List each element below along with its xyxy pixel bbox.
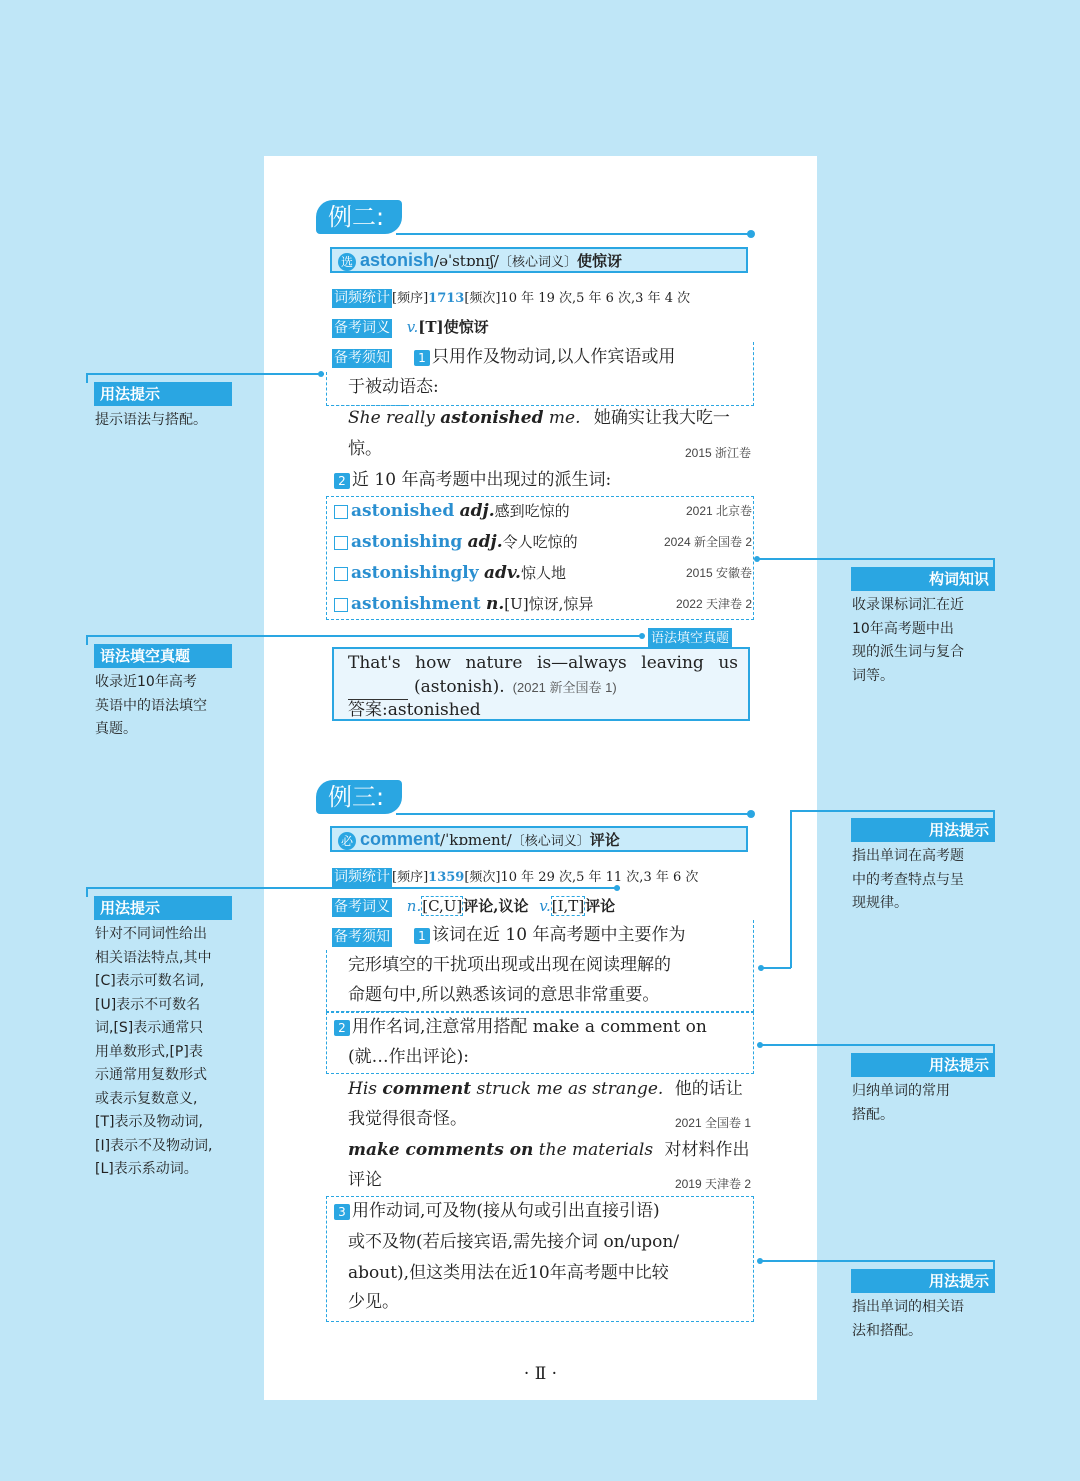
note1-line1 [414,342,675,373]
connector-line [760,1260,994,1262]
derivative-pos: n. [485,594,505,614]
example3-frequency-row [332,865,698,889]
annotation-title: 语法填空真题 [94,644,232,668]
sentence-translation-cont: 我觉得很奇怪。 [348,1109,467,1129]
connector-line [86,635,88,645]
annotation-text: 收录课标词汇在近 [852,597,964,613]
annotation-text: 示通常用复数形式 [95,1067,207,1083]
derivative-item [334,529,752,556]
pos: n. [406,897,422,915]
grammar-quiz-box [332,647,750,721]
note1-line2: 于被动语态: [348,377,439,397]
divider-dot [747,810,755,818]
connector-line [86,373,324,375]
connector-line [86,373,88,383]
note-text: 该词在近 10 年高考题中主要作为 [432,925,686,945]
book-page [264,156,817,1400]
source-label: 2015 浙江卷 [684,446,751,460]
annotation-text: 搭配。 [852,1106,894,1123]
note-tag: 备考须知 [334,929,390,945]
example2-word-box [330,247,748,273]
note-text: 近 10 年高考题中出现过的派生词: [352,470,612,490]
annotation-text: 现规律。 [852,895,908,911]
note2-line2: (就…作出评论): [348,1047,469,1067]
derivative-word: astonished [351,501,455,521]
sentence-part: struck me as strange. [471,1079,664,1099]
sentence-part: me. [543,408,581,428]
note-number: 2 [334,473,350,489]
sentence-translation-cont: 评论 [348,1170,382,1190]
note-text: 用作动词,可及物(接从句或引出直接引语) [352,1201,660,1221]
derivative-source: 2021 北京卷 [685,504,752,518]
checkbox-icon [334,505,348,519]
annotation-text: 真题。 [95,721,137,737]
sentence-translation: 对材料作出 [664,1140,750,1160]
annotation-text: [U]表示不可数名 [95,996,201,1013]
note1-line2: 完形填空的干扰项出现或出现在阅读理解的 [348,955,671,975]
quiz-tag-wrap [648,627,732,649]
annotation-text: [C]表示可数名词, [95,973,205,989]
sentence-translation: 他的话让 [674,1079,743,1099]
checkbox-icon [334,598,348,612]
connector-line [790,810,792,968]
sentence-translation-cont: 惊。 [348,439,382,459]
example2-frequency-row [332,286,690,310]
derivative-source: 2022 天津卷 2 [675,597,752,611]
quiz-tag: 语法填空真题 [648,628,732,649]
rank-label: [频序] [392,291,429,306]
annotation-text: [T]表示及物动词, [95,1114,203,1130]
note-number: 2 [334,1020,350,1036]
note-text: 只用作及物动词,以人作宾语或用 [432,347,676,367]
connector-line [762,967,791,969]
page-number: · Ⅱ · [523,1364,558,1384]
annotation-title: 用法提示 [851,818,995,842]
divider-dot [747,230,755,238]
note3-line4: 少见。 [348,1292,399,1312]
example2-meaning-row [332,316,489,338]
connector-dot [318,371,324,377]
rank-value: 1713 [428,291,465,306]
derivative-meaning: 惊人地 [520,564,566,582]
checkbox-icon [334,536,348,550]
note2-line [334,465,611,496]
annotation-text: [L]表示系动词。 [95,1161,198,1177]
derivative-item [334,591,752,618]
note-number: 1 [414,350,430,366]
meaning-text: 评论,议论 [463,897,529,915]
note2-line1 [334,1012,707,1043]
phonetic: /ˈkɒment/ [440,831,512,849]
meaning-kind: 〔核心词义〕 [511,834,590,849]
derivative-pos: adv. [483,563,521,583]
phonetic: /əˈstɒnɪʃ/ [434,252,499,270]
core-gloss: 评论 [589,831,620,849]
sentence-keyword: astonished [440,408,544,428]
meaning-kind: 〔核心词义〕 [498,255,577,270]
divider [396,813,752,815]
example3-word-box [330,826,748,852]
checkbox-icon [334,567,348,581]
derivative-source: 2015 安徽卷 [685,566,752,580]
note-text: 用作名词,注意常用搭配 make a comment on [352,1017,707,1037]
quiz-answer: 答案:astonished [348,700,481,720]
annotation-text: 中的考查特点与呈 [852,871,964,888]
connector-line [86,635,642,637]
quiz-hint: (astonish). [414,677,505,697]
connector-line [760,1044,994,1046]
annotation-text: 针对不同词性给出 [95,926,207,942]
core-gloss: 使惊讶 [577,252,623,270]
connector-line [86,887,88,897]
note3-line1 [334,1196,660,1227]
note3-line3: about),但这类用法在近10年高考题中比较 [348,1263,669,1283]
annotation-text: 相关语法特点,其中 [95,949,212,966]
connector-dot [614,885,620,891]
grammar-code: [I,T] [551,897,585,915]
derivative-meaning: 令人吃惊的 [502,533,578,551]
quiz-source: (2021 新全国卷 1) [512,680,617,695]
blank [348,675,408,700]
annotation-text: [I]表示不及物动词, [95,1137,213,1154]
example2-label: 例二: [316,200,402,234]
divider [396,233,752,235]
source-label: 2019 天津卷 2 [674,1177,751,1191]
derivative-item [334,498,752,525]
pos: v. [406,318,419,336]
sentence-part: the materials [533,1140,654,1160]
connector-dot [754,556,760,562]
note3-line2: 或不及物(若后接宾语,需先接介词 on/upon/ [348,1232,680,1252]
annotation-text: 归纳单词的常用 [852,1083,950,1099]
sentence-keyword: comment [382,1079,472,1099]
rank-label: [频序] [392,870,429,885]
derivative-meaning: [U]惊讶,惊异 [504,595,594,613]
annotation-text: 提示语法与搭配。 [95,412,207,428]
example3-sentence1 [348,1074,743,1105]
grammar-code: [C,U] [422,897,463,915]
example3-sentence2 [348,1135,749,1166]
annotation-text: 词,[S]表示通常只 [95,1020,204,1036]
note-tag: 备考须知 [334,350,390,366]
connector-dot [639,633,645,639]
connector-dot [757,1258,763,1264]
select-badge-icon: 选 [338,253,356,271]
meaning-tag: 备考词义 [334,320,390,336]
derivative-item [334,560,752,587]
note-number: 1 [414,928,430,944]
note-number: 3 [334,1204,350,1220]
derivative-pos: adj. [459,501,495,521]
frequency-tag: 词频统计 [334,869,390,885]
annotation-text: 词等。 [852,667,894,684]
note1-line3: 命题句中,所以熟悉该词的意思非常重要。 [348,985,660,1005]
annotation-text: 收录近10年高考 [95,674,197,690]
meaning-text: 评论 [585,897,616,915]
annotation-text: 现的派生词与复合 [852,644,964,660]
connector-line [86,887,620,889]
derivative-source: 2024 新全国卷 2 [663,535,752,549]
sentence-translation: 她确实让我大吃一 [593,408,730,428]
example2-sentence [348,403,730,434]
pos: v. [539,897,551,915]
annotation-text: 用单数形式,[P]表 [95,1043,203,1060]
derivative-word: astonishment [351,594,481,614]
derivative-meaning: 感到吃惊的 [494,502,570,520]
sentence-keyword: make comments on [348,1140,534,1160]
derivative-pos: adj. [467,532,503,552]
annotation-text: 10年高考题中出 [852,620,954,637]
sentence-part: His [348,1079,383,1099]
derivative-word: astonishingly [351,563,479,583]
sentence-part: She really [348,408,441,428]
frequency-text: [频次]10 年 19 次,5 年 6 次,3 年 4 次 [464,291,691,306]
example3-label: 例三: [316,780,402,814]
annotation-text: 法和搭配。 [852,1322,922,1339]
source-label: 2021 全国卷 1 [674,1116,751,1130]
example3-meaning-row [332,895,615,917]
connector-dot [758,965,764,971]
annotation-title: 用法提示 [851,1269,995,1293]
annotation-text: 英语中的语法填空 [95,697,207,714]
quiz-line1: That's how nature is—always leaving us [348,653,738,673]
meaning-tag: 备考词义 [334,899,390,915]
meaning-text: [T]使惊讶 [418,318,489,336]
annotation-title: 用法提示 [94,896,232,920]
connector-line [756,558,994,560]
must-badge-icon: 必 [338,832,356,850]
frequency-text: [频次]10 年 29 次,5 年 11 次,3 年 6 次 [464,870,699,885]
headword: astonish [360,250,435,270]
annotation-text: 或表示复数意义, [95,1090,198,1107]
frequency-tag: 词频统计 [334,290,390,306]
example3-header [316,780,752,816]
annotation-text: 指出单词在高考题 [852,848,964,864]
rank-value: 1359 [428,870,465,885]
example2-header [316,200,752,236]
annotation-text: 指出单词的相关语 [852,1299,964,1315]
annotation-title: 用法提示 [851,1053,995,1077]
derivative-word: astonishing [351,532,463,552]
headword: comment [360,829,441,849]
annotation-title: 构词知识 [851,567,995,591]
connector-dot [757,1042,763,1048]
note1-line1 [414,920,685,951]
annotation-title: 用法提示 [94,382,232,406]
connector-line [790,810,994,812]
quiz-line2 [348,675,617,700]
